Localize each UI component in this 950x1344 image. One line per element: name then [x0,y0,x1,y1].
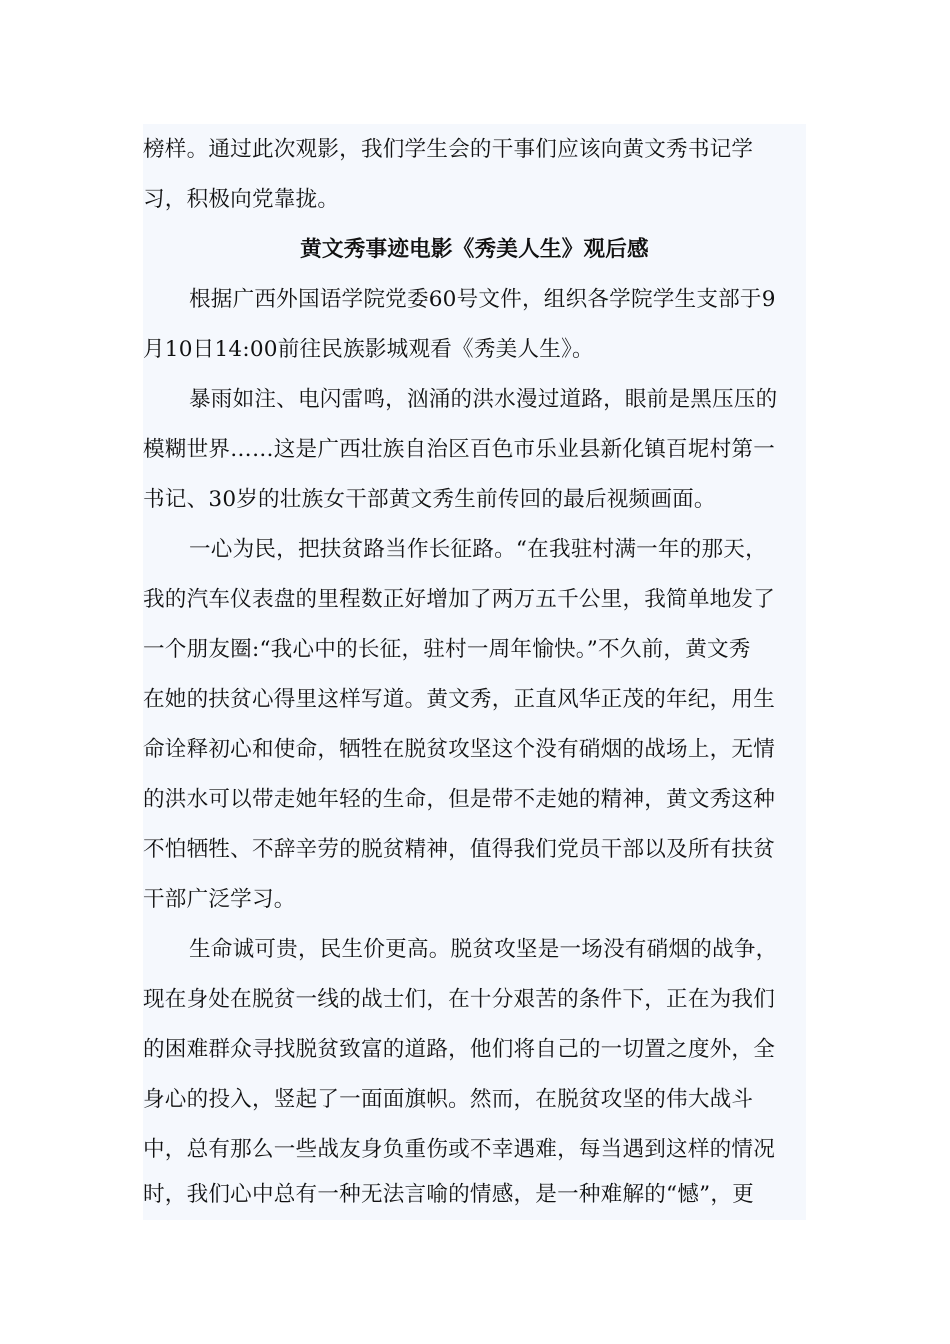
paragraph-4-line-4: 身心的投入，竖起了一面面旗帜。然而，在脱贫攻坚的伟大战斗 [143,1087,754,1112]
paragraph-1-line-1: 根据广西外国语学院党委60号文件，组织各学院学生支部于9 [189,287,776,312]
paragraph-3-line-1: 一心为民，把扶贫路当作长征路。“在我驻村满一年的那天， [189,537,767,562]
paragraph-3-line-4: 在她的扶贫心得里这样写道。黄文秀，正直风华正茂的年纪，用生 [143,687,776,712]
paragraph-2-line-3: 书记、30岁的壮族女干部黄文秀生前传回的最后视频画面。 [143,487,716,512]
paragraph-4-line-1: 生命诚可贵，民生价更高。脱贫攻坚是一场没有硝烟的战争， [189,937,778,962]
paragraph-2-line-2: 模糊世界……这是广西壮族自治区百色市乐业县新化镇百坭村第一 [143,437,776,462]
paragraph-3-line-2: 我的汽车仪表盘的里程数正好增加了两万五千公里，我简单地发了 [143,587,776,612]
paragraph-3-line-6: 的洪水可以带走她年轻的生命，但是带不走她的精神，黄文秀这种 [143,787,776,812]
paragraph-4-line-3: 的困难群众寻找脱贫致富的道路，他们将自己的一切置之度外，全 [143,1037,776,1062]
paragraph-4-line-5: 中，总有那么一些战友身负重伤或不幸遇难，每当遇到这样的情况 [143,1137,776,1162]
paragraph-3-line-8: 干部广泛学习。 [143,887,296,912]
intro-line-2: 习，积极向党靠拢。 [143,187,340,212]
paragraph-3-line-3: 一个朋友圈:“我心中的长征，驻村一周年愉快。”不久前，黄文秀 [143,637,751,662]
paragraph-4-line-6: 时，我们心中总有一种无法言喻的情感，是一种难解的“憾”，更 [143,1182,754,1207]
paragraph-1-line-2: 月10日14:00前往民族影城观看《秀美人生》。 [143,337,594,362]
intro-line-1: 榜样。通过此次观影，我们学生会的干事们应该向黄文秀书记学 [143,137,754,162]
paragraph-2-line-1: 暴雨如注、电闪雷鸣，汹涌的洪水漫过道路，眼前是黑压压的 [189,387,778,412]
document-title: 黄文秀事迹电影《秀美人生》观后感 [300,237,649,262]
paragraph-3-line-5: 命诠释初心和使命，牺牲在脱贫攻坚这个没有硝烟的战场上，无情 [143,737,776,762]
paragraph-3-line-7: 不怕牺牲、不辞辛劳的脱贫精神，值得我们党员干部以及所有扶贫 [143,837,776,862]
paragraph-4-line-2: 现在身处在脱贫一线的战士们，在十分艰苦的条件下，正在为我们 [143,987,776,1012]
